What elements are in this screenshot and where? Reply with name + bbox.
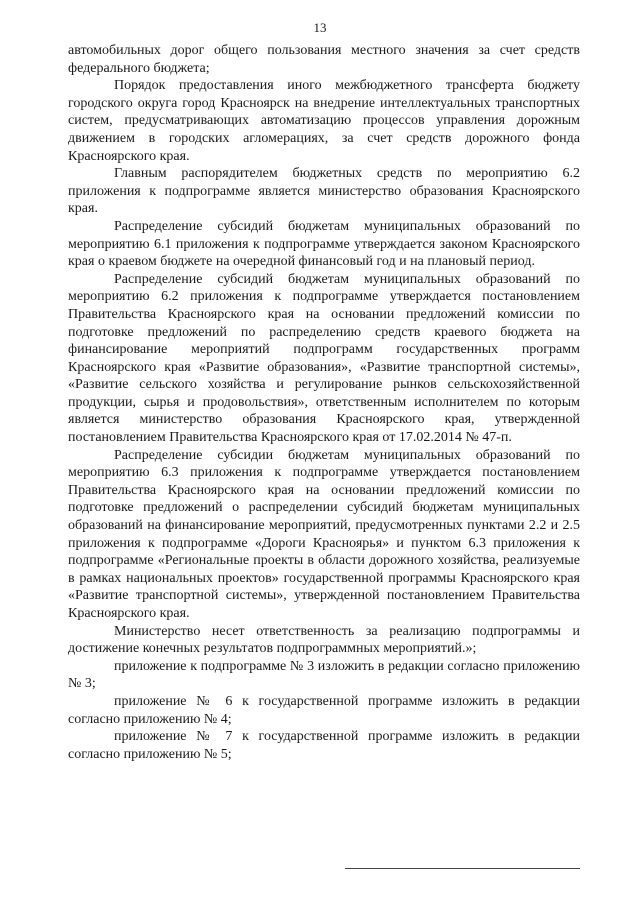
paragraph-appendix-5: приложение № 7 к государственной программе изложить в редакции согласно приложению № 5; [68,729,580,762]
page-number: 13 [313,20,327,35]
paragraph-main-administrator: Главным распорядителем бюджетных средств по мероприятию 6.2 приложения к подпрограмме является министерство образования Красноярского края. [68,166,580,217]
paragraph-distribution-6-1: Распределение субсидий бюджетам муниципальных образований по мероприятию 6.1 приложения к подпрограмме утверждается законом Красноярского края о краевом бюджете на очередной финансовый год и на плановый период. [68,218,580,270]
paragraph-continuation: автомобильных дорог общего пользования местного значения за счет средств федерального бюджета; [68,43,580,76]
paragraph-ministry-responsibility: Министерство несет ответственность за реализацию подпрограммы и достижение конечных результатов подпрограммных мероприятий.»; [68,623,580,657]
paragraph-transfer-order: Порядок предоставления иного межбюджетного трансферта бюджету городского округа город Красноярск на внедрение интеллектуальных транспортных систем, предусматривающих автоматизацию процессов управления дорожным движением в городских агломерациях, за счет средств дорожного фонда Красноярского края. [68,78,580,164]
paragraph-distribution-6-3: Распределение субсидии бюджетам муниципальных образований по мероприятию 6.3 приложения к подпрограмме утверждается постановлением Правительства Красноярского края на основании предложений комиссии по подготовке предложений о распределении субсидий бюджетам муниципальных образований на финансирование мероприятий, предусмотренных пунктами 2.2 и 2.5 приложения к подпрограмме «Дороги Красноярья» и пунктом 6.3 приложения к подпрограмме «Региональные проекты в области дорожного хозяйства, реализуемые в рамках национальных проектов» государственной программы Красноярского края «Развитие транспортной системы», утвержденной постановлением Правительства Красноярского края. [68,447,580,621]
paragraph-appendix-4: приложение № 6 к государственной программе изложить в редакции согласно приложению № 4; [68,693,580,727]
paragraph-distribution-6-2: Распределение субсидий бюджетам муниципальных образований по мероприятию 6.2 приложения к подпрограмме утверждается постановлением Правительства Красноярского края на основании предложений комиссии по подготовке предложений по распределению средств краевого бюджета на финансирование мероприятий подпрограмм государственных программ Красноярского края «Развитие образования», «Развитие транспортной системы», «Развитие сельского хозяйства и регулирование рынков сельскохозяйственной продукции, сырья и продовольствия», ответственным исполнителем по которым является министерство образования Красноярского края, утвержденной постановлением Правительства Красноярского края от 17.02.2014 № 47-п. [68,271,580,446]
footer-rule [345,868,580,869]
document-body [68,42,580,763]
paragraph-appendix-3: приложение к подпрограмме № 3 изложить в редакции согласно приложению № 3; [68,658,580,692]
